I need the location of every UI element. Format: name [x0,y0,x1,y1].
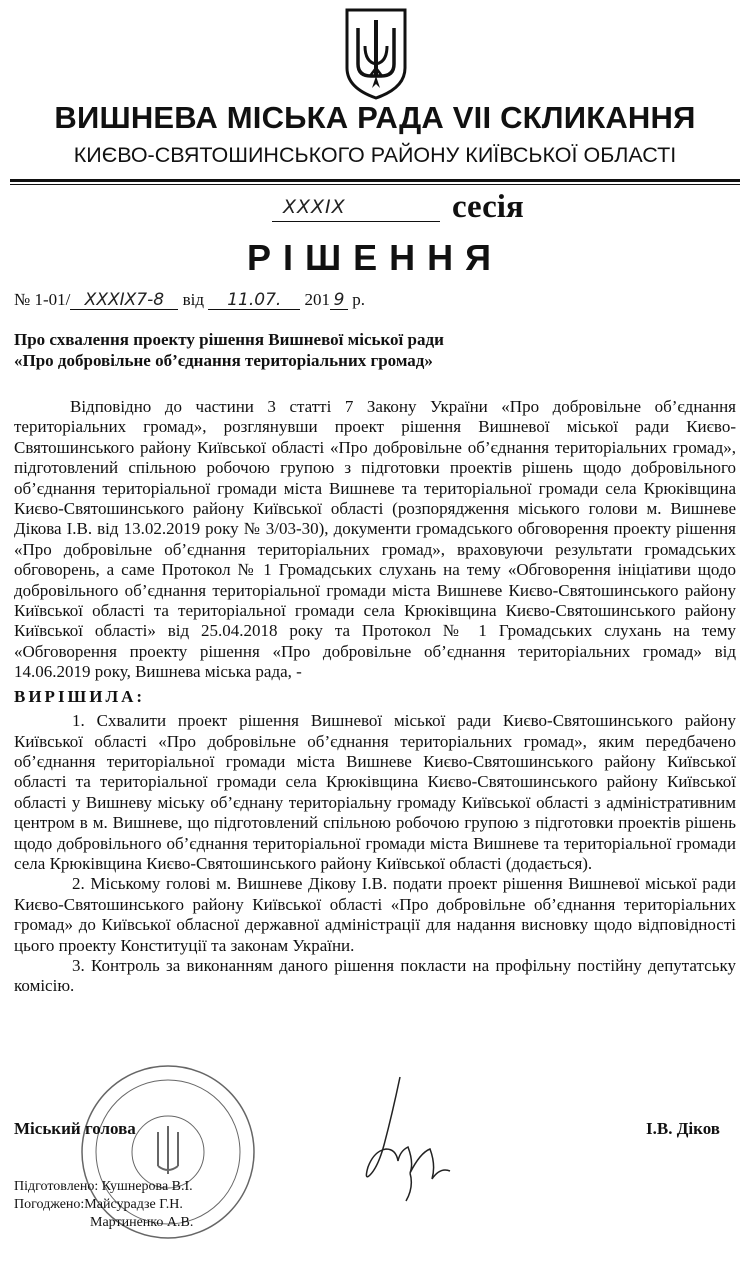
subject-line-1: Про схвалення проекту рішення Вишневої міської ради [14,330,444,349]
decision-number-prefix: № 1-01/ [14,290,71,309]
decision-date: 11.07. [208,290,300,310]
council-region: КИЄВО-СВЯТОШИНСЬКОГО РАЙОНУ КИЇВСЬКОЇ ОБЛАСТІ [73,143,677,167]
resolution-item-3: 3. Контроль за виконанням даного рішення покласти на профільну постійну депутатську комісію. [14,955,736,996]
decision-year-prefix: 201 [304,290,331,309]
decision-year-digit: 9 [330,290,348,310]
session-number: XXXIX [283,196,346,218]
decision-year-suffix: р. [352,290,366,309]
prepared-by: Підготовлено: Кушнерова В.І. [14,1179,193,1194]
decision-body [14,397,736,997]
header-divider-thin [10,184,740,185]
trident-icon [343,6,409,100]
decision-subject [14,329,444,371]
decision-date-label: від [182,290,205,309]
agreed-by: Погоджено:Майсурадзе Г.Н. [14,1197,183,1212]
preamble: Відповідно до частини 3 статті 7 Закону України «Про добровільне об’єднання територіальних громад», розглянувши проект рішення Вишневої міської ради Києво-Святошинського району Київської області «Про добровільне об’єднання територіальних громад», підготовлений спільною робочою групою з підготовки проектів рішень щодо добровільного об’єднання територіальної громади міста Вишневе та територіальної громади села Крюківщина Києво-Святошинського району Київської області (розпорядження міського голови м. Вишневе Дікова І.В. від 13.02.2019 року № 3/03-30), документи громадського обговорення проекту рішення «Про добровільне об’єднання територіальних громад», враховуючи результати громадських обговорень, а саме Протокол № 1 Громадських слухань на тему «Обговорення ініціативи щодо добровільного об’єднання територіальної громади міста Вишневе Києво-Святошинського району Київської області та територіальної громади села Крюківщина Києво-Святошинського району Київської області» від 25.04.2018 року та Протокол № 1 Громадських слухань на тему «Обговорення проекту рішення «Про добровільне об’єднання територіальних громад» від 14.06.2019 року, Вишнева міська рада, - [14,397,736,682]
subject-line-2: «Про добровільне об’єднання територіальних громад» [14,351,433,370]
signature-mark [340,1075,460,1205]
resolved-heading: ВИРІШИЛА: [14,686,146,706]
council-name: ВИШНЕВА МІСЬКА РАДА VII СКЛИКАННЯ [54,100,696,135]
resolution-item-1: 1. Схвалити проект рішення Вишневої міської ради Києво-Святошинського району Київської області «Про добровільне об’єднання територіальних громад», яким передбачено об’єднання територіальної громади міста Вишневе Києво-Святошинського району Київської області та територіальної громади села Крюківщина Києво-Святошинського району Київської області у Вишневу міську об’єднану територіальну громаду Київської області з адміністративним центром в м. Вишневе, що підготовлений спільною робочою групою з підготовки проектів рішень щодо добровільного об’єднання територіальної громади міста Вишневе та територіальної громади села Крюківщина Києво-Святошинського району Київської області (додається). [14,711,736,873]
signatory-name: І.В. Діков [646,1119,720,1138]
document-title: РІШЕННЯ [246,237,504,278]
agreed-by-2: Мартиненко А.В. [90,1215,194,1230]
signatory-position: Міський голова [14,1119,136,1138]
prepared-by-block [14,1178,193,1232]
header-divider-thick [10,179,740,182]
decision-number-line [14,290,365,310]
session-label: сесія [452,189,524,225]
resolution-item-2: 2. Міському голові м. Вишневе Дікову І.В. подати проект рішення Вишневої міської ради Києво-Святошинського району Київської області «Про добровільне об’єднання територіальних громад» до Київської обласної державної адміністрації для надання висновку щодо відповідності цього проекту Конституції та законам України. [14,874,736,955]
decision-number: XXXIX7-8 [70,290,178,310]
